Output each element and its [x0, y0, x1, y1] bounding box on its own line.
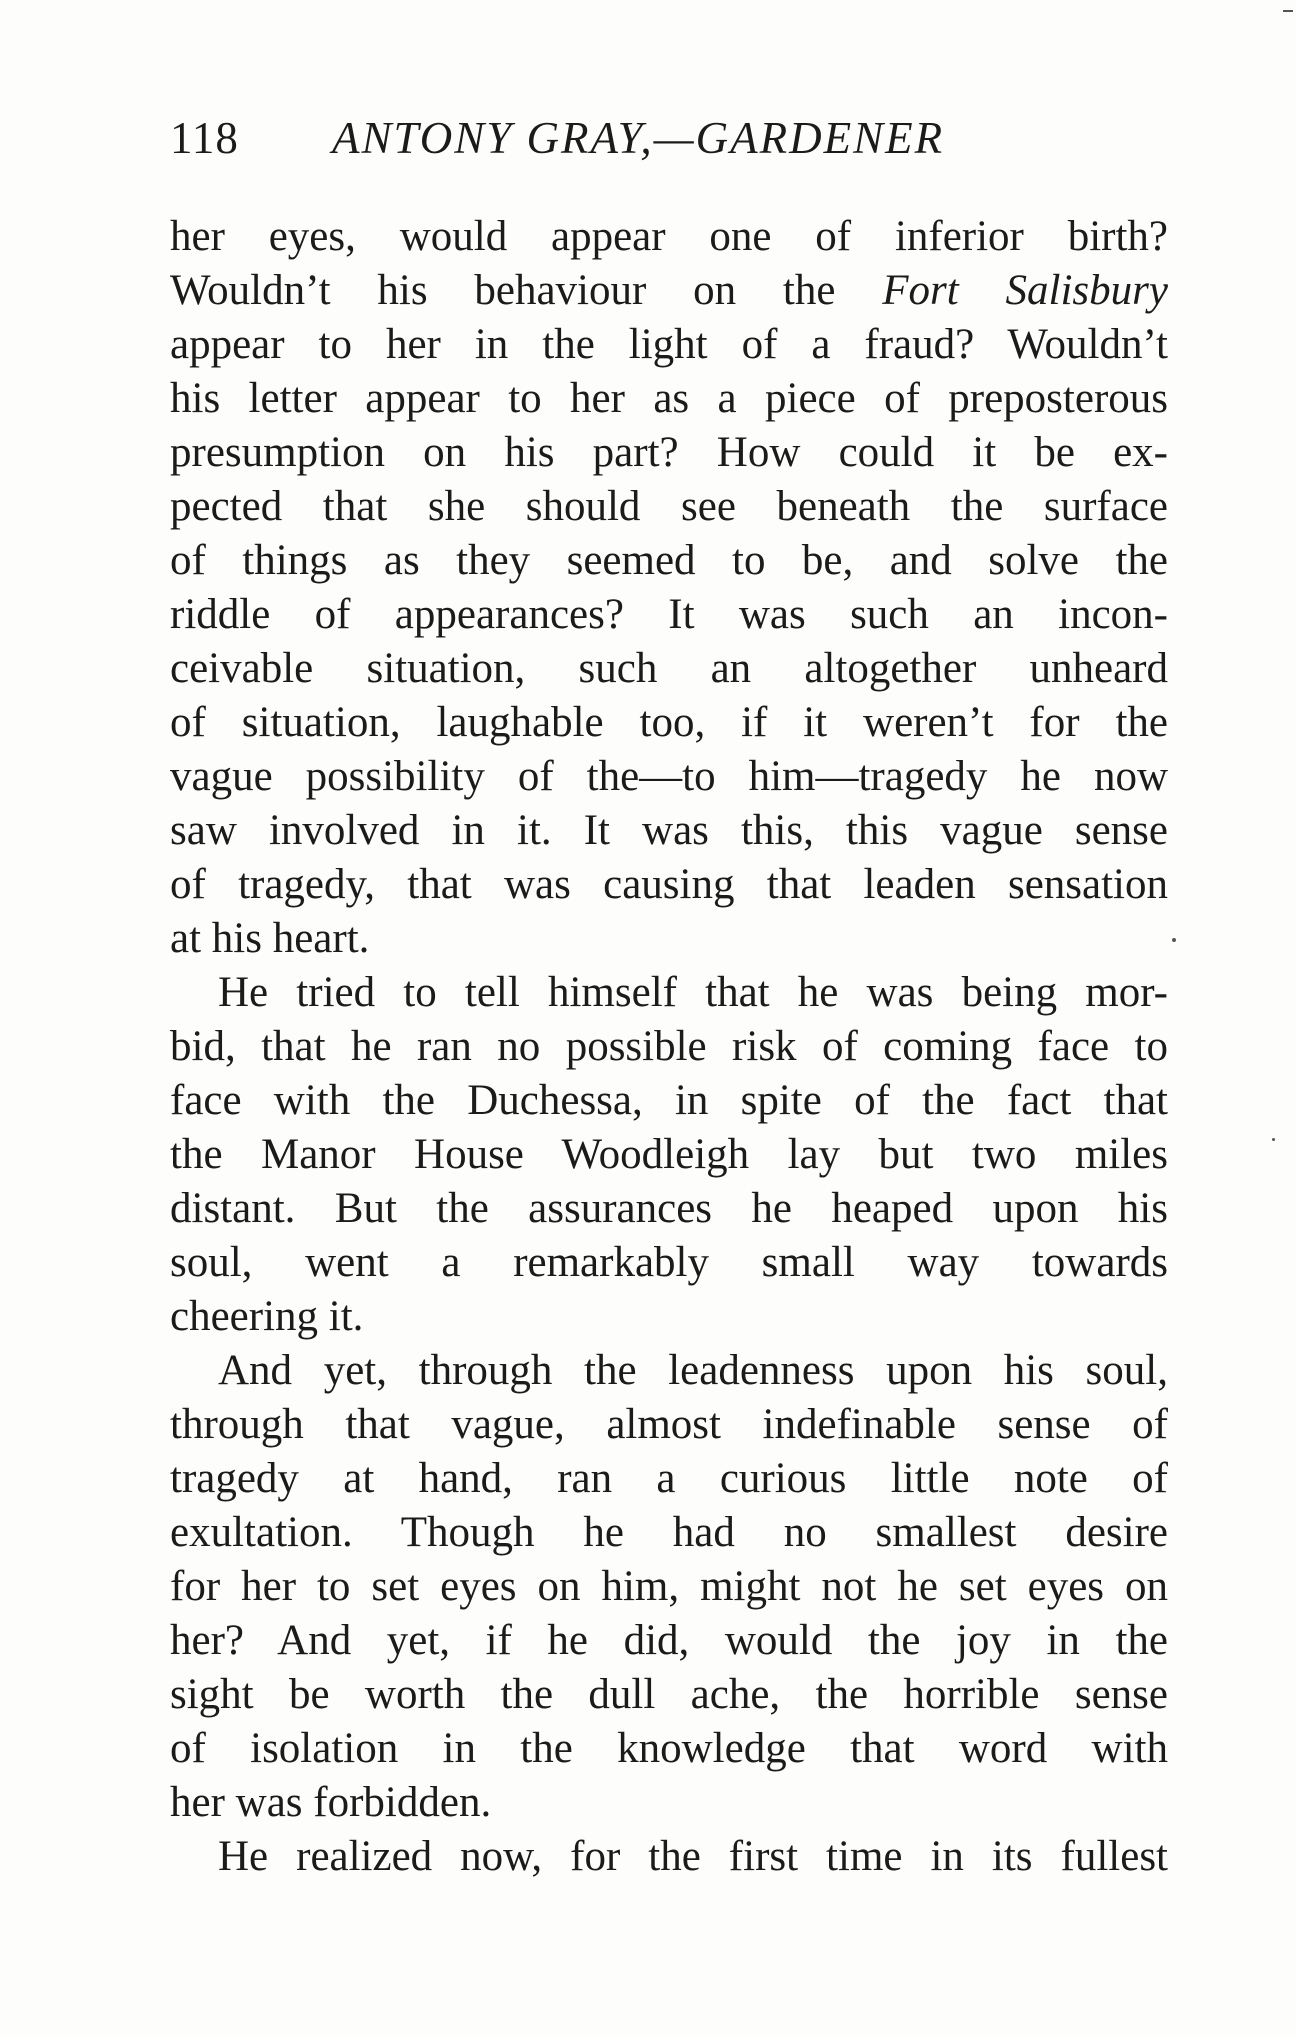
paragraph-start-line: He realized now, for the first time in its fullest: [218, 1833, 1168, 1880]
text-line: of isolation in the knowledge that word with: [170, 1725, 1168, 1772]
text-line: presumption on his part? How could it be ex-: [170, 429, 1168, 476]
ship-name: Fort Salisbury: [882, 267, 1168, 314]
paragraph-start-line: And yet, through the leadenness upon his soul,: [218, 1347, 1168, 1394]
text-line: the Manor House Woodleigh lay but two miles: [170, 1131, 1168, 1178]
text-line: sight be worth the dull ache, the horrible sense: [170, 1671, 1168, 1718]
body-text: [170, 210, 1168, 1884]
text-line: cheering it.: [170, 1293, 364, 1340]
text-line: pected that she should see beneath the surface: [170, 483, 1168, 530]
text-line: of things as they seemed to be, and solve the: [170, 537, 1168, 584]
text-line: tragedy at hand, ran a curious little note of: [170, 1455, 1168, 1502]
print-speck: [1272, 1138, 1275, 1141]
text-line: of tragedy, that was causing that leaden sensation: [170, 861, 1168, 908]
text-segment: Wouldn’t his behaviour on the: [170, 267, 883, 314]
print-speck: [1172, 938, 1176, 942]
text-line: saw involved in it. It was this, this vague sense: [170, 807, 1168, 854]
text-line: appear to her in the light of a fraud? Wouldn’t: [170, 321, 1168, 368]
text-line: for her to set eyes on him, might not he set eyes on: [170, 1563, 1168, 1610]
text-line: face with the Duchessa, in spite of the fact that: [170, 1077, 1168, 1124]
text-line: riddle of appearances? It was such an incon-: [170, 591, 1168, 638]
text-line: her was forbidden.: [170, 1779, 492, 1826]
running-title: ANTONY GRAY,—GARDENER: [332, 113, 945, 163]
text-line: soul, went a remarkably small way towards: [170, 1239, 1168, 1286]
text-line: of situation, laughable too, if it weren’t for the: [170, 699, 1168, 746]
page-header: [170, 112, 1170, 172]
text-line: ceivable situation, such an altogether unheard: [170, 645, 1168, 692]
text-line: exultation. Though he had no smallest desire: [170, 1509, 1168, 1556]
text-line: [170, 264, 1168, 318]
text-line: at his heart.: [170, 915, 370, 962]
text-line: his letter appear to her as a piece of preposterous: [170, 375, 1168, 422]
text-line: her eyes, would appear one of inferior birth?: [170, 213, 1168, 260]
text-line: vague possibility of the—to him—tragedy he now: [170, 753, 1168, 800]
print-speck: [1283, 10, 1293, 12]
text-line: through that vague, almost indefinable sense of: [170, 1401, 1168, 1448]
page-number: 118: [170, 113, 239, 163]
paragraph-start-line: He tried to tell himself that he was being mor-: [218, 969, 1168, 1016]
text-line: her? And yet, if he did, would the joy in the: [170, 1617, 1168, 1664]
text-line: bid, that he ran no possible risk of coming face to: [170, 1023, 1168, 1070]
text-line: distant. But the assurances he heaped upon his: [170, 1185, 1168, 1232]
